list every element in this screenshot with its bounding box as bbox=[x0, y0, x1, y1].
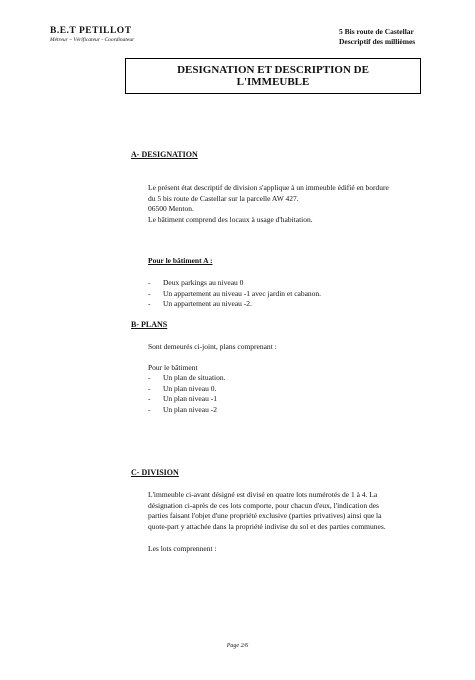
paragraph-line: désignation ci-après de ces lots comporte, pour chacun d'eux, l'indication des bbox=[148, 500, 379, 510]
section-b-building-label: Pour le bâtiment bbox=[148, 363, 198, 372]
section-b-intro: Sont demeurés ci-joint, plans comprenant : bbox=[148, 342, 277, 351]
paragraph-line: parties faisant l'objet d'une propriété exclusive (parties privatives) ainsi que la bbox=[148, 511, 382, 520]
list-item: - Un plan de situation. bbox=[148, 373, 226, 384]
lots-label: Les lots comprennent : bbox=[148, 544, 217, 553]
document-title-line2: L'IMMEUBLE bbox=[236, 76, 310, 88]
document-subject: Descriptif des millièmes bbox=[339, 37, 416, 46]
list-item: - Un plan niveau 0. bbox=[148, 384, 226, 395]
company-name: B.E.T PETILLOT bbox=[50, 26, 132, 36]
paragraph-line: du 5 bis route de Castellar sur la parcelle AW 427. bbox=[148, 193, 299, 203]
address-line: 5 Bis route de Castellar bbox=[339, 27, 414, 36]
paragraph-line: 06500 Menton. bbox=[148, 204, 194, 213]
section-c-heading: C- DIVISION bbox=[131, 468, 179, 477]
document-title-box bbox=[125, 58, 421, 94]
section-c-paragraph bbox=[148, 490, 454, 532]
list-item: - Un plan niveau -2 bbox=[148, 405, 226, 416]
list-item: - Un appartement au niveau -1 avec jardin et cabanon. bbox=[148, 289, 321, 300]
list-item: - Deux parkings au niveau 0 bbox=[148, 278, 321, 289]
list-item: - Un plan niveau -1 bbox=[148, 394, 226, 405]
section-a-heading: A- DESIGNATION bbox=[131, 150, 198, 159]
company-subtitle: Métreur – Vérificateur - Coordinateur bbox=[50, 37, 135, 43]
paragraph-line: L'immeuble ci-avant désigné est divisé en quatre lots numérotés de 1 à 4. La bbox=[148, 490, 378, 499]
section-a-paragraph bbox=[148, 183, 454, 225]
list-item: - Un appartement au niveau -2. bbox=[148, 299, 321, 310]
paragraph-line: Le bâtiment comprend des locaux à usage d'habitation. bbox=[148, 214, 313, 224]
building-a-label: Pour le bâtiment A : bbox=[148, 256, 213, 265]
plans-list bbox=[148, 373, 226, 415]
page-number: Page 2/6 bbox=[226, 643, 249, 649]
document-title-line1: DESIGNATION ET DESCRIPTION DE bbox=[177, 64, 369, 76]
paragraph-line: quote-part y attachée dans la propriété indivise du sol et des parties communes. bbox=[148, 521, 386, 531]
building-a-list bbox=[148, 278, 321, 310]
section-b-heading: B- PLANS bbox=[131, 320, 168, 329]
paragraph-line: Le présent état descriptif de division s'applique à un immeuble édifié en bordure bbox=[148, 183, 389, 192]
